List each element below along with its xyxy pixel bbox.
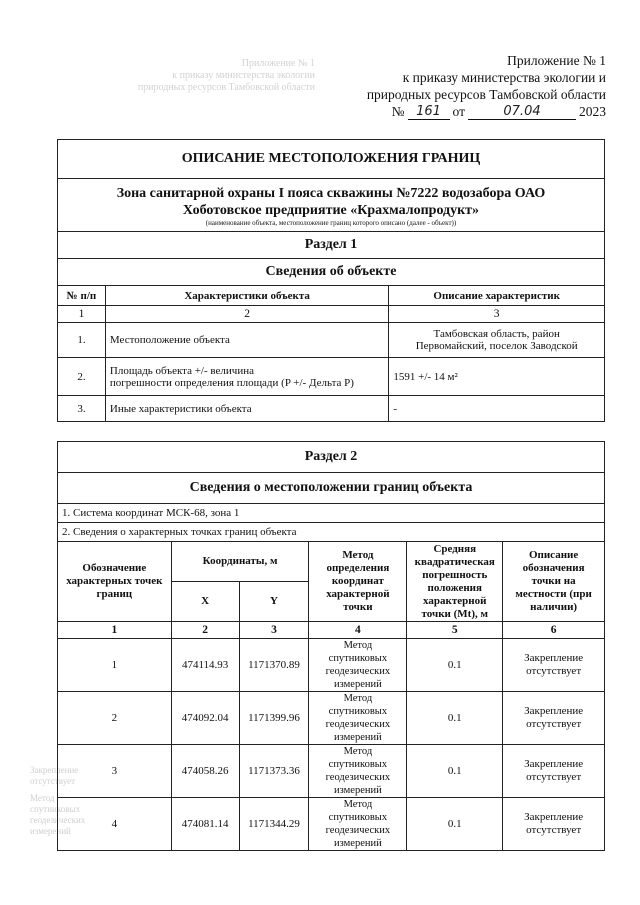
header-method: Метод определения координат характерной точки: [309, 542, 407, 622]
point-method: Метод спутниковых геодезических измерений: [309, 745, 407, 798]
point-description: Закрепление отсутствует: [503, 639, 605, 692]
col-number: 2: [105, 306, 388, 323]
point-id: 3: [58, 745, 172, 798]
col-number: 1: [58, 306, 106, 323]
point-description: Закрепление отсутствует: [503, 798, 605, 851]
col-number: 5: [407, 622, 503, 639]
coord-x: 474092.04: [171, 692, 239, 745]
order-date: 07.04: [468, 105, 576, 120]
coord-x: 474081.14: [171, 798, 239, 851]
object-name: Зона санитарной охраны I пояса скважины №7222 водозабора ОАО Хоботовское предприятие «Крахмалопродукт»: [58, 179, 605, 220]
section1-subtitle: Сведения об объекте: [58, 259, 605, 286]
order-number-date: № 161 от 07.04 2023: [391, 104, 606, 119]
table-row: 2. Площадь объекта +/- величина погрешности определения площади (P +/- Дельта P) 1591 +/- 14 м²: [58, 358, 605, 396]
coord-y: 1171399.96: [239, 692, 309, 745]
appendix-header: [336, 52, 606, 120]
appendix-line-2: к приказу министерства экологии и: [402, 70, 606, 85]
appendix-line-1: Приложение № 1: [507, 53, 606, 68]
header-description: Описание характеристик: [389, 286, 605, 306]
header-coordinates: Координаты, м: [171, 542, 309, 582]
col-number: 6: [503, 622, 605, 639]
point-id: 4: [58, 798, 172, 851]
coordinate-system: 1. Система координат МСК-68, зона 1: [58, 504, 605, 523]
point-description: Закрепление отсутствует: [503, 692, 605, 745]
document-title: ОПИСАНИЕ МЕСТОПОЛОЖЕНИЯ ГРАНИЦ: [58, 140, 605, 179]
section1-title: Раздел 1: [58, 232, 605, 259]
table-row: 1. Местоположение объекта Тамбовская область, район Первомайский, поселок Заводской: [58, 323, 605, 358]
point-accuracy: 0.1: [407, 798, 503, 851]
point-accuracy: 0.1: [407, 692, 503, 745]
coord-y: 1171373.36: [239, 745, 309, 798]
header-x: X: [171, 582, 239, 622]
object-name-note: (наименование объекта, местоположение границ которого описано (далее - объект)): [58, 219, 605, 232]
table-row: [58, 745, 605, 798]
col-number: 1: [58, 622, 172, 639]
table-row: 3. Иные характеристики объекта -: [58, 396, 605, 422]
header-accuracy: Средняя квадратическая погрешность положения характерной точки (Mt), м: [407, 542, 503, 622]
order-year: 2023: [579, 104, 606, 119]
col-number: 2: [171, 622, 239, 639]
table-row: [58, 639, 605, 692]
section2-table: [57, 441, 605, 851]
col-number: 4: [309, 622, 407, 639]
point-method: Метод спутниковых геодезических измерений: [309, 798, 407, 851]
table-row: [58, 692, 605, 745]
point-method: Метод спутниковых геодезических измерений: [309, 692, 407, 745]
table-row: [58, 798, 605, 851]
coord-y: 1171344.29: [239, 798, 309, 851]
points-info: 2. Сведения о характерных точках границ объекта: [58, 523, 605, 542]
section2-title: Раздел 2: [58, 442, 605, 473]
col-number: 3: [389, 306, 605, 323]
coord-x: 474114.93: [171, 639, 239, 692]
coord-x: 474058.26: [171, 745, 239, 798]
point-description: Закрепление отсутствует: [503, 745, 605, 798]
point-id: 2: [58, 692, 172, 745]
header-y: Y: [239, 582, 309, 622]
section1-table: [57, 139, 605, 422]
bleed-through-text-bottom: Закрепление отсутствует Метод спутниковых геодезических измерений: [30, 765, 86, 836]
bleed-through-text: Приложение № 1 к приказу министерства экологии природных ресурсов Тамбовской области: [137, 58, 315, 93]
header-number: № п/п: [58, 286, 106, 306]
order-number: 161: [408, 105, 450, 120]
point-method: Метод спутниковых геодезических измерений: [309, 639, 407, 692]
point-id: 1: [58, 639, 172, 692]
coord-y: 1171370.89: [239, 639, 309, 692]
point-accuracy: 0.1: [407, 639, 503, 692]
header-characteristics: Характеристики объекта: [105, 286, 388, 306]
header-point-description: Описание обозначения точки на местности (при наличии): [503, 542, 605, 622]
col-number: 3: [239, 622, 309, 639]
section2-subtitle: Сведения о местоположении границ объекта: [58, 473, 605, 504]
point-accuracy: 0.1: [407, 745, 503, 798]
header-designation: Обозначение характерных точек границ: [58, 542, 172, 622]
appendix-line-3: природных ресурсов Тамбовской области: [366, 87, 606, 102]
